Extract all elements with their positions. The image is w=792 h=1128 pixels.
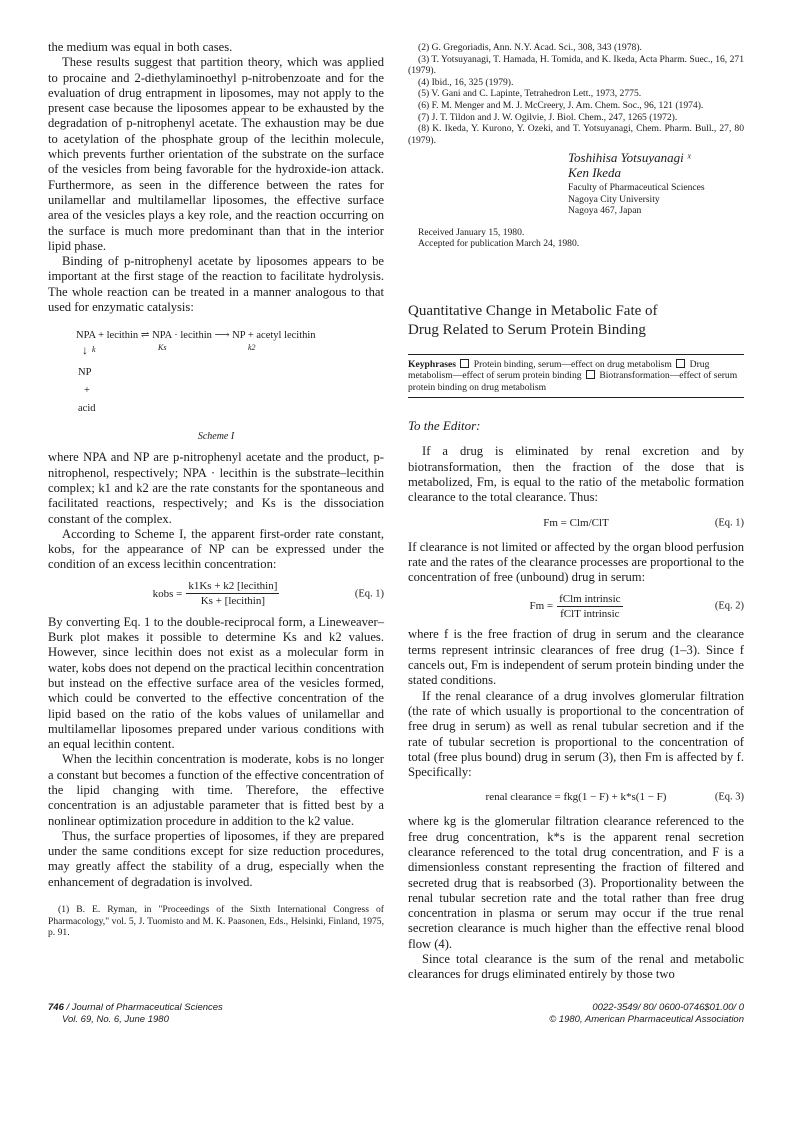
equation-r2 bbox=[408, 591, 744, 621]
affiliation-line: Faculty of Pharmaceutical Sciences bbox=[568, 182, 705, 194]
eq-lhs: Fm = bbox=[529, 600, 554, 613]
salutation: To the Editor: bbox=[408, 418, 481, 434]
eq-label: (Eq. 1) bbox=[714, 517, 744, 529]
reference-list bbox=[408, 42, 744, 146]
scheme-np: NP bbox=[78, 367, 92, 379]
scheme-k: k bbox=[92, 345, 96, 355]
received-date: Received January 15, 1980. bbox=[418, 226, 525, 238]
right-column bbox=[408, 42, 744, 983]
reference: (8) K. Ikeda, Y. Kurono, Y. Ozeki, and T. Yotsuyanagi, Chem. Pharm. Bull., 27, 80 (1979). bbox=[408, 123, 744, 146]
equation-r1 bbox=[408, 512, 744, 534]
paragraph: According to Scheme I, the apparent first-order rate constant, kobs, for the appearance of NP can be expressed under the condition of an excess lecithin concentration: bbox=[48, 526, 384, 572]
down-arrow-icon: ↓ bbox=[82, 343, 88, 358]
equation-1 bbox=[48, 579, 384, 609]
page-footer-right bbox=[549, 1002, 744, 1025]
eq-denominator: Ks + [lecithin] bbox=[200, 595, 265, 608]
author-name: Toshihisa Yotsuyanagi ˣ bbox=[568, 150, 691, 166]
paragraph: These results suggest that partition theory, which was applied to procaine and 2-diethylaminoethyl p-nitrobenzoate and for the evaluation of drug entrapment in liposomes, may not apply to the present case because the liposomes appear to be exhausted by the degradation of p-nitrophenyl acetate. The exhaustion may be due to acetylation of the phosphate group of the lecithin molecule, which prevents further orientation of the substrate on the surface of the vesicles from being favorable for the hydroxide-ion attack. Furthermore, as seen in the difference between the rates for unilamellar and multilamellar liposomes, the effective surface area of the vesicles plays a key role, and the reaction occurring on the surface is much more predominant than that in the interior lipid phase. bbox=[48, 55, 384, 253]
eq-denominator: fClT intrinsic bbox=[560, 607, 620, 620]
reference: (4) Ibid., 16, 325 (1979). bbox=[418, 76, 514, 88]
journal-name: / Journal of Pharmaceutical Sciences bbox=[66, 1002, 223, 1013]
reference: (6) F. M. Menger and M. J. McCreery, J. Am. Chem. Soc., 96, 121 (1974). bbox=[418, 99, 704, 111]
copyright: © 1980, American Pharmaceutical Association bbox=[549, 1013, 744, 1025]
title-line: Drug Related to Serum Protein Binding bbox=[408, 321, 646, 338]
reference: (2) G. Gregoriadis, Ann. N.Y. Acad. Sci., 308, 343 (1978). bbox=[418, 42, 642, 53]
equation-r3 bbox=[408, 786, 744, 808]
paragraph: By converting Eq. 1 to the double-reciprocal form, a Lineweaver–Burk plot makes it possible to determine Ks and k2 values. However, since lecithin does not exist as a molecular form in water, kobs does not depend on the practical lecithin concentration but instead on the effective surface area of the vesicles formed, which could be converted to the effective concentration of the lipid based on the ratio of the kobs values of unilamellar and multilamellar liposomes prepared under various conditions with an equal lecithin content. bbox=[48, 614, 384, 752]
box-bullet-icon bbox=[586, 370, 595, 379]
paragraph: Since total clearance is the sum of the renal and metabolic clearances for drugs eliminated entirely by those two bbox=[408, 952, 744, 982]
keyphrase: Drug metabolism—effect of serum protein binding bbox=[408, 358, 710, 382]
article-dates bbox=[418, 227, 744, 250]
paragraph: If a drug is eliminated by renal excretion and by biotransformation, then the fraction of the dose that is metabolized, Fm, is equal to the ratio of the metabolic formation clearance to the total clearance. Thus: bbox=[408, 444, 744, 505]
author-name: Ken Ikeda bbox=[568, 165, 622, 181]
paragraph: If the renal clearance of a drug involves glomerular filtration (the rate of which usually is proportional to the concentration of free drug in serum) as well as renal tubular secretion and if the rate of tubular secretion is proportional to the concentration of total (free plus bound) drug in serum (3), then Fm is affected by f. Specifically: bbox=[408, 688, 744, 780]
reaction-scheme bbox=[48, 329, 384, 425]
article-title bbox=[408, 302, 744, 340]
paragraph: Binding of p-nitrophenyl acetate by liposomes appears to be important at the first stage of the reaction to facilitate hydrolysis. The whole reaction can be treated in a manner analogous to that used for enzymatic catalysis: bbox=[48, 254, 384, 315]
reference: (7) J. T. Tildon and J. W. Ogilvie, J. Biol. Chem., 247, 1265 (1972). bbox=[418, 111, 678, 123]
journal-volume: Vol. 69, No. 6, June 1980 bbox=[62, 1013, 169, 1025]
reference: (3) T. Yotsuyanagi, T. Hamada, H. Tomida, and K. Ikeda, Acta Pharm. Suec., 16, 271 (1979). bbox=[408, 53, 744, 77]
eq-text: renal clearance = fkg(1 − F) + k*s(1 − F) bbox=[485, 791, 667, 804]
keyphrase: Protein binding, serum—effect on drug metabolism bbox=[473, 358, 672, 370]
affiliation-line: Nagoya City University bbox=[568, 193, 660, 205]
affiliation bbox=[568, 182, 744, 217]
box-bullet-icon bbox=[460, 359, 469, 368]
scheme-k2: k2 bbox=[248, 343, 256, 353]
paragraph: If clearance is not limited or affected by the organ blood perfusion rate and the rates of the clearance processes are proportional to the concentration of free (unbound) drug in serum: bbox=[408, 539, 744, 585]
scheme-reaction: NPA + lecithin ⇌ NPA · lecithin ⟶ NP + acetyl lecithin bbox=[76, 330, 316, 342]
reference: (1) B. E. Ryman, in "Proceedings of the Sixth International Congress of Pharmacology," vol. 5, J. Tuomisto and M. K. Paasonen, Eds., Helsinki, Finland, 1975, p. 91. bbox=[48, 904, 384, 939]
scheme-acid: acid bbox=[78, 403, 96, 415]
keyphrase: Biotransformation—effect of serum protein binding on drug metabolism bbox=[408, 370, 738, 393]
page-footer-left bbox=[48, 1002, 223, 1025]
left-column bbox=[48, 40, 384, 939]
keyphrases-block bbox=[408, 354, 744, 399]
scheme-caption: Scheme I bbox=[197, 431, 235, 443]
eq-label: (Eq. 3) bbox=[714, 791, 744, 803]
eq-numerator: k1Ks + k2 [lecithin] bbox=[188, 580, 278, 593]
paragraph: Thus, the surface properties of liposomes, if they are prepared under the same conditions except for size reduction procedures, may greatly affect the stability of a drug, especially when the enhancement of degradation is involved. bbox=[48, 828, 384, 889]
accepted-date: Accepted for publication March 24, 1980. bbox=[418, 238, 580, 250]
title-line: Quantitative Change in Metabolic Fate of bbox=[408, 302, 658, 319]
eq-fraction bbox=[557, 593, 622, 620]
scheme-plus: + bbox=[84, 385, 90, 397]
scheme-ks: Ks bbox=[158, 343, 167, 353]
eq-fraction bbox=[186, 580, 279, 607]
eq-label: (Eq. 1) bbox=[354, 588, 384, 600]
doi-code: 0022-3549/ 80/ 0600-0746$01.00/ 0 bbox=[592, 1002, 744, 1013]
eq-lhs: kobs = bbox=[152, 587, 183, 600]
box-bullet-icon bbox=[676, 359, 685, 368]
eq-numerator: fClm intrinsic bbox=[559, 592, 621, 605]
paragraph: When the lecithin concentration is moderate, kobs is no longer a constant but becomes a function of the effective concentration of the lipid changing with time. Therefore, the effective concentration is an adjustable parameter that is fitted best by a nonlinear optimization procedure in addition to the k2 value. bbox=[48, 752, 384, 828]
affiliation-line: Nagoya 467, Japan bbox=[568, 205, 642, 217]
paragraph: where kg is the glomerular filtration clearance referenced to the free drug concentration, k*s is the apparent renal secretion clearance referenced to the total drug concentration, and F is a dimensionless constant representing the fraction of filtered and secreted drug that is reabsorbed (3). Proportionality between the renal tubular secretion rate and the total rather than free drug concentration in plasma or serum may occur if the true renal secretion clearance is much higher than the effective renal blood flow (4). bbox=[408, 814, 744, 951]
reference: (5) V. Gani and C. Lapinte, Tetrahedron Lett., 1973, 2775. bbox=[418, 88, 642, 100]
journal-citation: 746 / Journal of Pharmaceutical Sciences bbox=[48, 1002, 223, 1013]
keyphrases-label: Keyphrases bbox=[408, 358, 456, 370]
paragraph: where NPA and NP are p-nitrophenyl acetate and the product, p-nitrophenol, respectively; NPA · lecithin is the substrate–lecithin complex; k1 and k2 are the rate constants for the spontaneous and facilitated reactions, respectively; and Ks is the dissociation constant of the complex. bbox=[48, 450, 384, 526]
paragraph: the medium was equal in both cases. bbox=[48, 40, 233, 54]
paragraph: where f is the free fraction of drug in serum and the clearance terms represent intrinsic clearances of free drug (1–3). Since f cancels out, Fm is independent of serum protein binding under the stated conditions. bbox=[408, 627, 744, 688]
eq-text: Fm = Clm/ClT bbox=[543, 516, 609, 529]
eq-label: (Eq. 2) bbox=[714, 600, 744, 612]
